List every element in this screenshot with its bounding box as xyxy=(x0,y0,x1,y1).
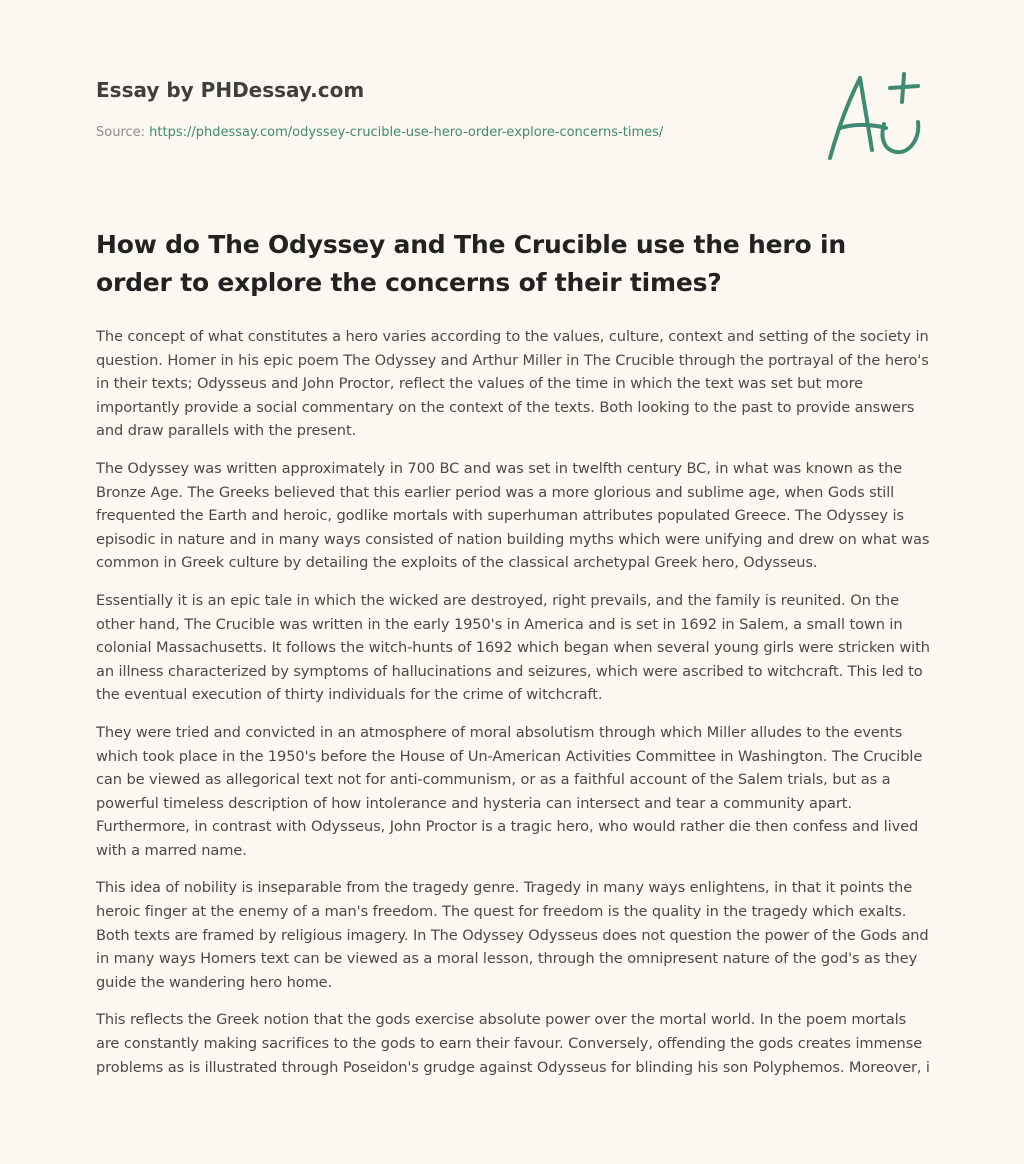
essay-paragraph: The Odyssey was written approximately in 700 BC and was set in twelfth century BC, in what was known as the Bronze Age. The Greeks believed that this earlier period was a more glorious and sublime age, when Gods still frequented the Earth and heroic, godlike mortals with superhuman attributes populated Greece. The Odyssey is episodic in nature and in many ways consisted of nation building myths which were unifying and drew on what was common in Greek culture by detailing the exploits of the classical archetypal Greek hero, Odysseus. xyxy=(96,459,930,572)
essay-title: How do The Odyssey and The Crucible use the hero in order to explore the concerns of their times? xyxy=(96,230,846,297)
essay-header xyxy=(96,76,796,142)
a-plus-grade-logo-icon xyxy=(820,66,930,166)
essay-paragraph: The concept of what constitutes a hero varies according to the values, culture, context and setting of the society in question. Homer in his epic poem The Odyssey and Arthur Miller in The Crucible through the portrayal of the hero's in their texts; Odysseus and John Proctor, reflect the values of the time in which the text was set but more importantly provide a social commentary on the context of the texts. Both looking to the past to provide answers and draw parallels with the present. xyxy=(96,328,929,440)
essay-body xyxy=(96,325,932,1093)
essay-paragraph: This idea of nobility is inseparable from the tragedy genre. Tragedy in many ways enlightens, in that it points the heroic finger at the enemy of a man's freedom. The quest for freedom is the quality in the tragedy which exalts. Both texts are framed by religious imagery. In The Odyssey Odysseus does not question the power of the Gods and in many ways Homers text can be viewed as a moral lesson, through the omnipresent nature of the god's as they guide the wandering hero home. xyxy=(96,879,929,991)
essay-paragraph: They were tried and convicted in an atmosphere of moral absolutism through which Miller alludes to the events which took place in the 1950's before the House of Un-American Activities Committee in Washington. The Crucible can be viewed as allegorical text not for anti-communism, or as a faithful account of the Salem trials, but as a powerful timeless description of how intolerance and hysteria can intersect and tear a community apart. Furthermore, in contrast with Odysseus, John Proctor is a tragic hero, who would rather die then confess and lived with a marred name. xyxy=(96,723,923,859)
essay-paragraph: Essentially it is an epic tale in which the wicked are destroyed, right prevails, and the family is reunited. On the other hand, The Crucible was written in the early 1950's in America and is set in 1692 in Salem, a small town in colonial Massachusetts. It follows the witch-hunts of 1692 which began when several young girls were stricken with an illness characterized by symptoms of hallucinations and seizures, which were ascribed to witchcraft. This led to the eventual execution of thirty individuals for the crime of witchcraft. xyxy=(96,591,930,704)
source-line xyxy=(96,124,796,142)
source-label: Source: xyxy=(96,125,150,140)
source-link[interactable]: https://phdessay.com/odyssey-crucible-use-hero-order-explore-concerns-times/ xyxy=(149,125,664,140)
essay-paragraph: This reflects the Greek notion that the gods exercise absolute power over the mortal world. In the poem mortals are constantly making sacrifices to the gods to earn their favour. Conversely, offending the gods creates immense problems as is illustrated through Poseidon's grudge against Odysseus for blinding his son Polyphemos. Moreover, i xyxy=(96,1011,930,1076)
site-brand: Essay by PHDessay.com xyxy=(96,78,365,102)
